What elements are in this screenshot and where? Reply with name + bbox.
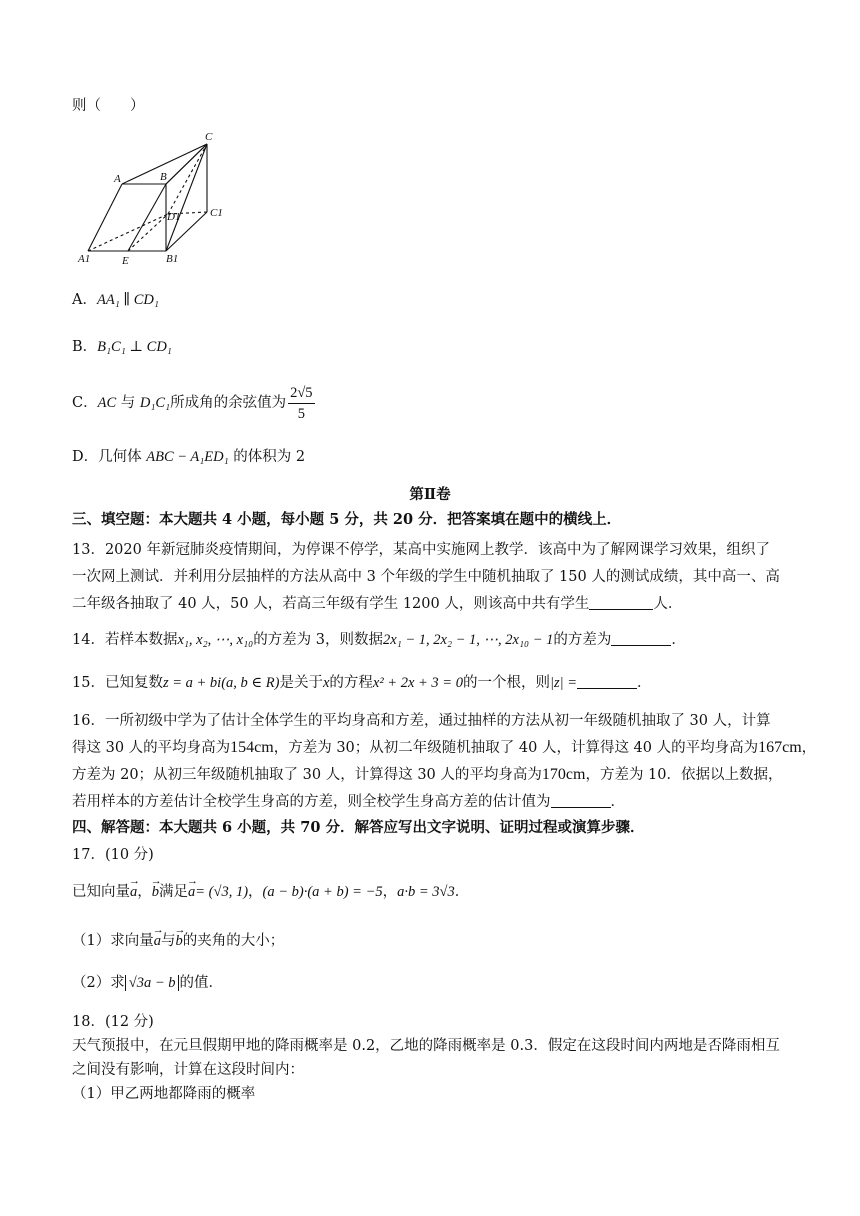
label-B: B [160,171,167,183]
q15-math3: x² + 2x + 3 = 0 [372,675,463,691]
q17-p2-a: （2）求 [72,975,125,991]
option-c-text2: 所成角的余弦值为 [170,395,287,411]
q17-title: 17．(10 分) [72,847,154,863]
question-stem-tail: 则（ ） [72,98,145,114]
q14-math1: x₁, x₂, ⋯, x₁₀ [177,632,254,648]
option-c-math2: D₁C₁ [139,395,171,411]
q14-math2: 2x₁ − 1, 2x₂ − 1, ⋯, 2x₁₀ − 1 [383,632,554,648]
label-B1: B1 [166,253,179,265]
prism-figure [74,128,234,268]
q17-end: ． [454,884,470,900]
q16-line3-a: 方差为 20；从初三年级随机抽取了 30 人，计算得这 30 人的平均身高为 [72,767,542,783]
q17-math2: (a − b)·(a + b) = −5 [262,884,383,900]
option-c-math1: AC [97,395,117,411]
label-C: C [205,131,213,143]
vector-b-2: → b [175,931,182,951]
option-b-math: B₁C₁ ⊥ CD₁ [97,339,172,355]
label-E: E [122,255,129,267]
option-a-math: AA₁ ∥ CD₁ [96,292,159,308]
option-a [72,290,800,310]
q16-line2-a: 得这 30 人的平均身高为 [72,740,231,756]
q17-math3: a·b = 3√3 [397,884,455,900]
section-title: 第Ⅱ卷 [409,486,451,503]
q15-text-c: 的方程 [329,675,373,691]
q17-part2 [72,973,800,993]
q17-sep: ， [137,884,152,900]
q17-p2-math: √3a − b [125,975,180,991]
option-d [72,447,800,467]
q16-line4 [72,792,800,812]
q18-title: 18．(12 分) [72,1014,154,1030]
vector-a-2: → a [188,882,195,902]
q15 [72,673,800,693]
q17-math1: = (√3, 1) [195,884,249,900]
q16-line4-b: ． [610,794,625,810]
vector-a: → a [130,882,137,902]
q14-text-b: 的方差为 3，则数据 [253,632,384,648]
option-c-text1: 与 [120,395,136,411]
q15-math1: z = a + bi(a, b ∈ R) [162,675,280,691]
q17-p1-c: 的夹角的大小； [182,933,285,949]
q15-text-b: 是关于 [279,675,323,691]
q14-text-a: 14．若样本数据 [72,632,178,648]
q17-stem [72,882,800,902]
fraction-numerator: 2√5 [288,383,314,404]
q15-answer-blank[interactable] [577,674,637,689]
q17-part1 [72,931,800,951]
q14 [72,630,800,650]
option-c [72,382,800,424]
q13-line3-end: 人． [653,596,683,612]
option-d-text1: 几何体 [98,449,142,465]
q17-p1-a: （1）求向量 [72,933,154,949]
q15-text-d: 的一个根，则 [462,675,550,691]
q13-line2: 一次网上测试．并利用分层抽样的方法从高中 3 个年级的学生中随机抽取了 150 人的测试成绩，其中高一、高 [72,569,780,585]
q16-height-2: 167cm [758,739,802,756]
q15-math4: |z| = [549,675,577,691]
q14-text-d: ． [671,632,686,648]
option-d-text2: 的体积为 2 [233,449,306,465]
option-b-letter: B． [72,339,98,355]
q16-line1: 16．一所初级中学为了估计全体学生的平均身高和方差，通过抽样的方法从初一年级随机抽取了 30 人，计算 [72,713,771,729]
label-A: A [114,173,121,185]
q16-line2-c: ， [801,740,817,756]
q15-text-e: ． [637,675,652,691]
q16-line2 [72,738,817,758]
part3-header: 三、填空题：本大题共 4 小题，每小题 5 分，共 20 分．把答案填在题中的横线上． [72,511,622,528]
label-A1: A1 [78,253,91,265]
q16-answer-blank[interactable] [551,793,611,808]
q14-answer-blank[interactable] [611,631,671,646]
q16-height-3: 170cm [541,766,586,783]
option-c-fraction [288,383,314,424]
label-D1: D1 [167,211,181,223]
q18-part1: （1）甲乙两地都降雨的概率 [72,1086,256,1102]
q13-line3-text: 二年级各抽取了 40 人，50 人，若高三年级有学生 1200 人，则该高中共有学生 [72,596,590,612]
q14-text-c: 的方差为 [553,632,612,648]
fraction-denominator: 5 [297,405,305,422]
q15-text-a: 15．已知复数 [72,675,163,691]
q17-p1-b: 与 [160,933,176,949]
part4-header: 四、解答题：本大题共 6 小题，共 70 分．解答应写出文字说明、证明过程或演算步骤． [72,819,645,836]
q16-height-1: 154cm [230,739,274,756]
q16-line4-a: 若用样本的方差估计全校学生身高的方差，则全校学生身高方差的估计值为 [72,794,551,810]
q17-text-a: 已知向量 [72,884,130,900]
vector-a-3: → a [154,931,161,951]
q17-p2-b: 的值． [179,975,223,991]
label-C1: C1 [210,207,223,219]
q15-math2: x [322,675,330,691]
q17-sep2: ， [248,884,263,900]
vector-b: → b [152,882,159,902]
q18-line1: 天气预报中，在元旦假期甲地的降雨概率是 0.2，乙地的降雨概率是 0.3．假定在这段时间内两地是否降雨相互 [72,1038,780,1054]
q13-line3 [72,594,800,614]
q16-line2-b: ，方差为 30；从初二年级随机抽取了 40 人，计算得这 40 人的平均身高为 [273,740,759,756]
q16-line3 [72,765,800,785]
q17-text-b: 满足 [159,884,188,900]
option-d-math: ABC − A₁ED₁ [146,449,229,465]
option-b [72,337,800,357]
option-a-letter: A． [72,292,97,308]
q17-sep3: ， [382,884,398,900]
q18-line2: 之间没有影响，计算在这段时间内： [72,1062,304,1078]
q16-line3-b: ，方差为 10．依据以上数据， [585,767,783,783]
q13-line1: 13．2020 年新冠肺炎疫情期间，为停课不停学，某高中实施网上教学．该高中为了解网课学习效果，组织了 [72,542,770,558]
option-d-letter: D． [72,449,99,465]
option-c-letter: C． [72,395,98,411]
q13-answer-blank[interactable] [589,595,653,610]
